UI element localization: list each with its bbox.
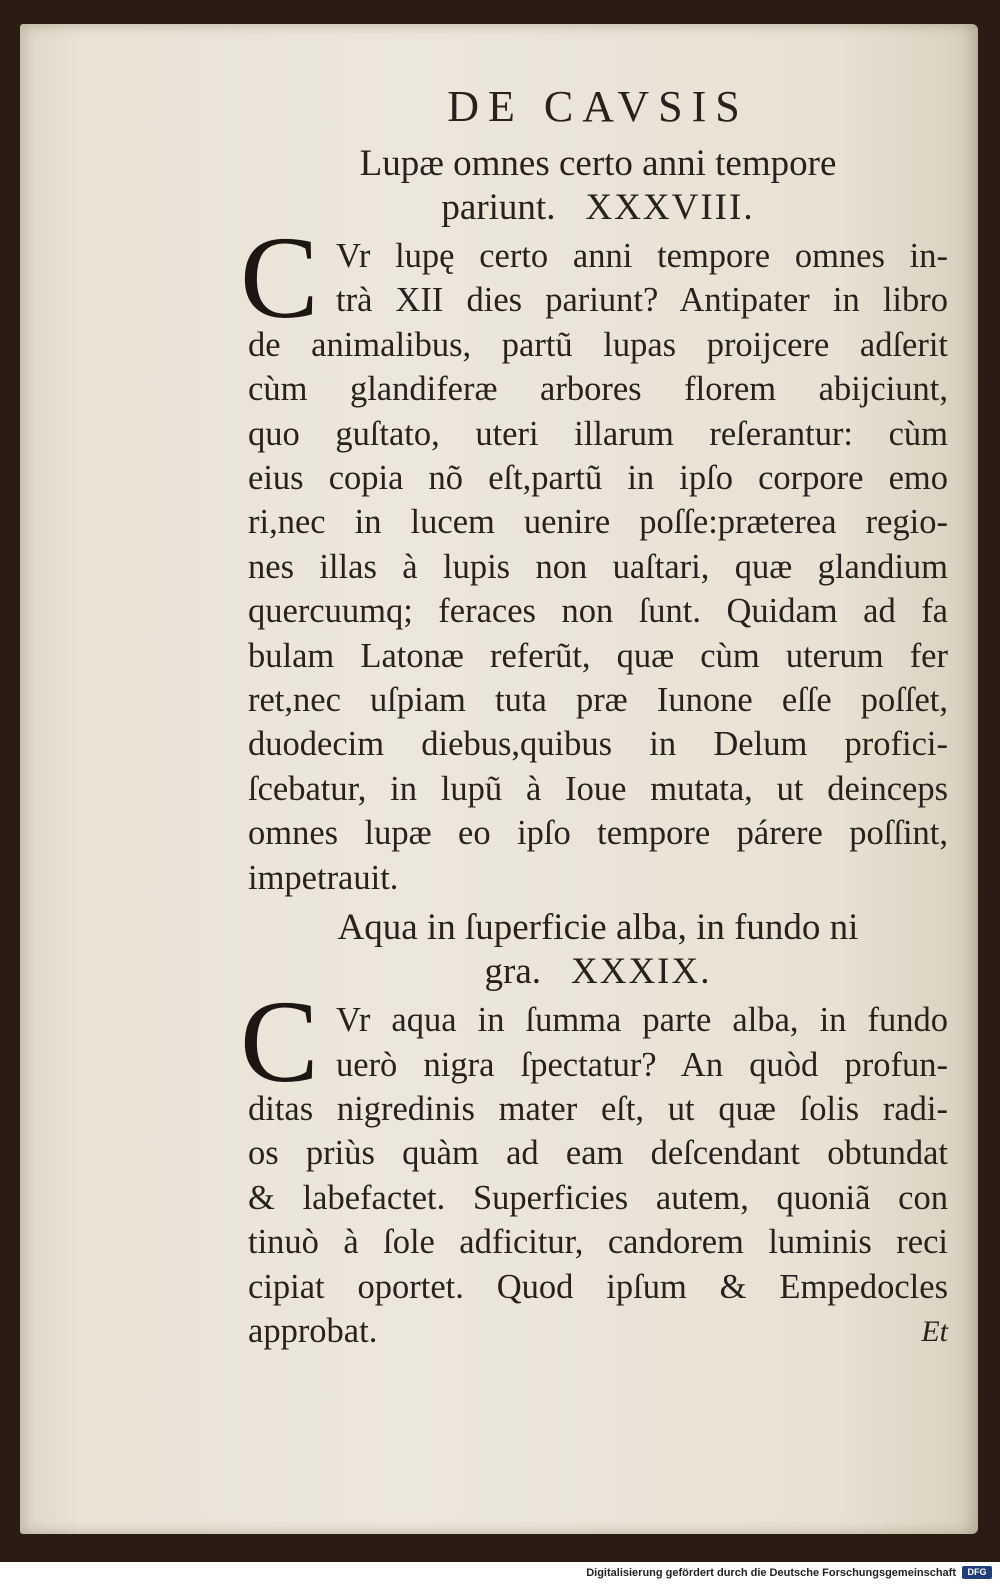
text-line: ret,nec uſpiam tuta præ Iunone eſſe poſſet, <box>248 681 948 720</box>
drop-capital: C <box>240 212 319 343</box>
text-line: ditas nigredinis mater eſt, ut quæ ſolis radi- <box>248 1089 948 1128</box>
section-heading-38 <box>248 142 948 230</box>
text-line: uerò nigra ſpectatur? An quòd profun- <box>336 1045 948 1084</box>
heading-38-line2: pariunt. <box>441 187 556 228</box>
footer-credit <box>0 1562 1000 1584</box>
heading-39-line1: Aqua in ſuperficie alba, in fundo ni <box>337 907 859 949</box>
drop-capital: C <box>240 976 319 1108</box>
text-line: impetrauit. <box>248 858 399 897</box>
text-line: ri,nec in lucem uenire poſſe:præterea regio- <box>248 503 948 542</box>
text-line: Vr lupę certo anni tempore omnes in- <box>336 237 948 275</box>
paragraph-39 <box>240 976 948 1353</box>
text-line: de animalibus, partũ lupas proijcere adſerit <box>248 325 948 364</box>
text-line: nes illas à lupis non uaſtari, quæ glandium <box>248 547 948 586</box>
running-head: DE CAVSIS <box>447 82 749 131</box>
text-line: quo guſtato, uteri illarum reſerantur: cùm <box>248 414 948 453</box>
dfg-logo: DFG <box>962 1566 992 1579</box>
text-line: os priùs quàm ad eam deſcendant obtundat <box>248 1134 948 1173</box>
heading-38-line1: Lupæ omnes certo anni tempore <box>359 143 837 184</box>
text-line: & labefactet. Superficies autem, quoniã con <box>248 1178 948 1217</box>
text-line: quercuumq; feraces non ſunt. Quidam ad fa <box>248 592 948 631</box>
text-line: omnes lupæ eo ipſo tempore párere poſſint, <box>248 814 948 853</box>
text-line: trà XII dies pariunt? Antipater in libro <box>336 281 948 320</box>
text-line: tinuò à ſole adficitur, candorem luminis reci <box>248 1223 948 1262</box>
text-line: eius copia nõ eſt,partũ in ipſo corpore emo <box>248 459 948 498</box>
heading-39-line2: gra. <box>484 951 542 993</box>
text-line: duodecim diebus,quibus in Delum profici- <box>248 725 948 764</box>
text-line: Vr aqua in ſumma parte alba, in fundo <box>336 1001 948 1040</box>
text-line: approbat. <box>248 1311 378 1350</box>
text-line: cipiat oportet. Quod ipſum & Empedocles <box>248 1267 948 1306</box>
paragraph-38 <box>240 212 948 900</box>
chapter-number-39: XXXIX. <box>571 951 712 993</box>
page-text <box>240 78 948 1359</box>
footer-text: Digitalisierung gefördert durch die Deutsche Forschungsgemeinschaft <box>586 1567 956 1579</box>
text-line: bulam Latonæ referũt, quæ cùm uterum fer <box>248 636 948 675</box>
section-heading-39 <box>248 906 948 994</box>
chapter-number-38: XXXVIII. <box>585 187 755 228</box>
catchword: Et <box>921 1315 948 1349</box>
text-line: cùm glandiferæ arbores florem abijciunt, <box>248 370 948 409</box>
text-line: ſcebatur, in lupũ à Ioue mutata, ut deinceps <box>248 769 948 808</box>
